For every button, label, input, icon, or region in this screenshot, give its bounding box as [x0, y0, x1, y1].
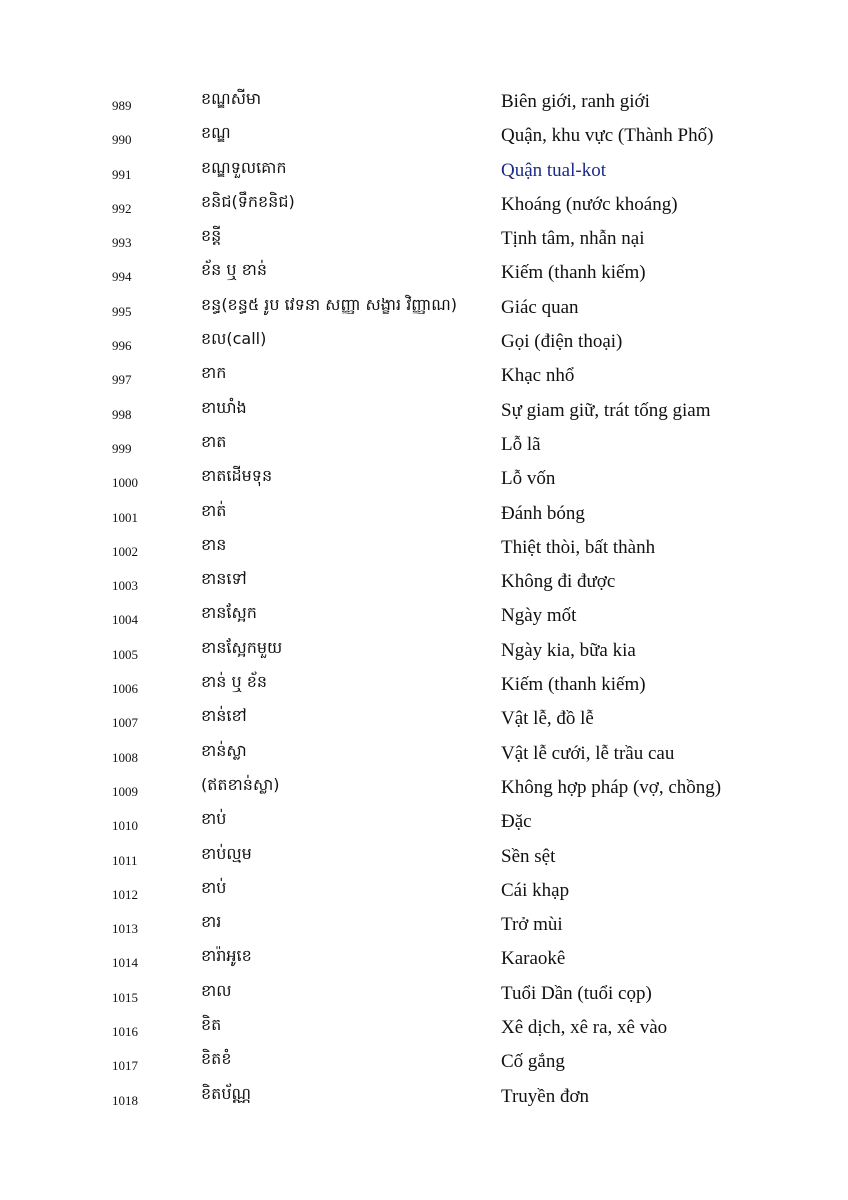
entry-number: 990	[112, 132, 132, 148]
khmer-term: ខាឃាំង	[201, 397, 247, 417]
khmer-term: ខិតខំ	[201, 1049, 232, 1069]
vietnamese-translation: Không hợp pháp (vợ, chồng)	[501, 776, 722, 798]
khmer-term: ខន្តី	[201, 226, 222, 246]
vietnamese-translation: Sự giam giữ, trát tống giam	[501, 399, 711, 421]
khmer-term: ខណ្ឌទួលគោក	[201, 157, 287, 177]
dictionary-entry	[0, 498, 848, 532]
dictionary-entry	[0, 155, 848, 189]
vietnamese-translation: Trở mùi	[501, 914, 563, 936]
khmer-term: ខានស្អែក	[201, 603, 257, 623]
dictionary-entry	[0, 292, 848, 326]
entry-number: 1005	[112, 646, 138, 662]
entry-number: 1016	[112, 1024, 138, 1040]
vietnamese-translation: Vật lễ, đồ lễ	[501, 708, 594, 730]
vietnamese-translation: Thiệt thòi, bất thành	[501, 536, 656, 558]
entry-number: 1014	[112, 955, 138, 971]
vietnamese-translation: Ngày mốt	[501, 605, 577, 627]
khmer-term: ខាន	[201, 534, 227, 554]
entry-number: 989	[112, 98, 132, 113]
khmer-term: ខាត	[201, 431, 227, 451]
entry-number: 1008	[112, 749, 138, 765]
khmer-term: ខាល	[201, 980, 232, 1000]
entry-number: 1007	[112, 715, 138, 731]
khmer-term: ខណ្ឌ	[201, 123, 231, 143]
entry-number: 996	[112, 338, 132, 354]
dictionary-entry	[0, 257, 848, 291]
entry-number: 994	[112, 269, 132, 285]
vietnamese-translation: Karaokê	[501, 948, 566, 970]
dictionary-entry	[0, 463, 848, 497]
vietnamese-translation: Đặc	[501, 811, 532, 833]
vietnamese-translation: Cái khạp	[501, 879, 570, 901]
khmer-term: ខាត់	[201, 500, 227, 520]
dictionary-entry	[0, 600, 848, 634]
vietnamese-translation[interactable]: Quận tual-kot	[501, 159, 607, 181]
dictionary-entry	[0, 395, 848, 429]
dictionary-entry	[0, 978, 848, 1012]
dictionary-entry	[0, 943, 848, 977]
vietnamese-translation: Khạc nhổ	[501, 365, 575, 387]
vietnamese-translation: Khoáng (nước khoáng)	[501, 193, 678, 215]
entry-number: 998	[112, 406, 132, 422]
khmer-term: ខានស្អែកមួយ	[201, 637, 283, 657]
vietnamese-translation: Xê dịch, xê ra, xê vào	[501, 1017, 668, 1039]
khmer-term: ខាន់ខៅ	[201, 706, 247, 726]
entry-number: 1006	[112, 681, 138, 697]
khmer-term: ខាន់ ឬ ខ័ន	[201, 672, 268, 692]
entry-number: 1010	[112, 818, 138, 834]
entry-number: 991	[112, 166, 132, 182]
dictionary-entry	[0, 86, 848, 120]
entry-number: 993	[112, 235, 132, 251]
vietnamese-translation: Gọi (điện thoại)	[501, 331, 623, 353]
dictionary-entry	[0, 189, 848, 223]
dictionary-entry	[0, 1046, 848, 1080]
vietnamese-translation: Lỗ lã	[501, 433, 541, 455]
dictionary-entry	[0, 360, 848, 394]
khmer-term: ខារ៉ាអូខេ	[201, 946, 252, 966]
dictionary-entry	[0, 806, 848, 840]
khmer-term: ខល(call)	[201, 329, 267, 349]
vietnamese-translation: Biên giới, ranh giới	[501, 91, 650, 112]
entry-number: 1018	[112, 1092, 138, 1108]
dictionary-entry	[0, 669, 848, 703]
khmer-term: ខ័ន ឬ ខាន់	[201, 260, 268, 280]
entry-number: 995	[112, 303, 132, 319]
vietnamese-translation: Truyền đơn	[501, 1085, 589, 1107]
entry-number: 1012	[112, 886, 138, 902]
vietnamese-translation: Cố gắng	[501, 1051, 565, 1073]
khmer-term: ខាក	[201, 363, 227, 383]
vietnamese-translation: Giác quan	[501, 296, 579, 318]
dictionary-entry	[0, 841, 848, 875]
khmer-term: ខាប់	[201, 809, 227, 829]
khmer-term: ខណ្ឌសីមា	[201, 89, 262, 108]
entry-number: 1000	[112, 475, 138, 491]
entry-number: 1011	[112, 852, 138, 868]
entry-number: 1015	[112, 989, 138, 1005]
entry-number: 1013	[112, 921, 138, 937]
dictionary-entry	[0, 909, 848, 943]
vietnamese-translation: Vật lễ cưới, lễ trầu cau	[501, 742, 675, 764]
dictionary-entry	[0, 326, 848, 360]
entry-number: 1002	[112, 543, 138, 559]
khmer-term: ខារ	[201, 912, 222, 932]
vietnamese-translation: Ngày kia, bữa kia	[501, 639, 636, 661]
dictionary-entry	[0, 738, 848, 772]
dictionary-entry	[0, 532, 848, 566]
khmer-term: (ឥតខាន់ស្លា)	[201, 774, 280, 794]
vietnamese-translation: Đánh bóng	[501, 502, 585, 524]
dictionary-entry	[0, 772, 848, 806]
entry-number: 997	[112, 372, 132, 388]
entry-number: 1003	[112, 578, 138, 594]
khmer-term: ខានទៅ	[201, 569, 247, 589]
dictionary-entry	[0, 566, 848, 600]
khmer-term: ខាប់	[201, 877, 227, 897]
dictionary-entry	[0, 875, 848, 909]
vietnamese-translation: Lỗ vốn	[501, 468, 556, 490]
dictionary-entry	[0, 703, 848, 737]
vietnamese-translation: Quận, khu vực (Thành Phố)	[501, 125, 714, 147]
vietnamese-translation: Kiếm (thanh kiếm)	[501, 262, 646, 284]
vietnamese-translation: Sền sệt	[501, 845, 556, 867]
dictionary-entry	[0, 223, 848, 257]
khmer-term: ខាន់ស្លា	[201, 740, 247, 760]
entry-number: 1009	[112, 783, 138, 799]
khmer-term: ខិតប័ណ្ណ	[201, 1083, 251, 1103]
vietnamese-translation: Tịnh tâm, nhẫn nại	[501, 228, 645, 250]
khmer-term: ខនិជ(ទឹកខនិជ)	[201, 191, 295, 211]
entry-number: 1001	[112, 509, 138, 525]
dictionary-entry	[0, 1012, 848, 1046]
entry-number: 999	[112, 440, 132, 456]
dictionary-entry	[0, 120, 848, 154]
entry-number: 992	[112, 200, 132, 216]
khmer-term: ខាតដើមទុន	[201, 466, 273, 486]
entry-number: 1017	[112, 1058, 138, 1074]
vietnamese-translation: Không đi được	[501, 571, 616, 593]
khmer-term: ខន្ធ(ខន្ធ៥ រូប វេទនា សញ្ញា សង្ខារ វិញ្ញាណ)	[201, 294, 458, 314]
dictionary-entry	[0, 635, 848, 669]
dictionary-entry	[0, 429, 848, 463]
vietnamese-translation: Tuổi Dần (tuổi cọp)	[501, 982, 652, 1004]
khmer-term: ខិត	[201, 1015, 222, 1035]
vietnamese-translation: Kiếm (thanh kiếm)	[501, 674, 646, 696]
dictionary-entry	[0, 1081, 848, 1115]
entry-number: 1004	[112, 612, 138, 628]
khmer-term: ខាប់ល្មម	[201, 843, 252, 863]
entry-list	[0, 86, 848, 1115]
